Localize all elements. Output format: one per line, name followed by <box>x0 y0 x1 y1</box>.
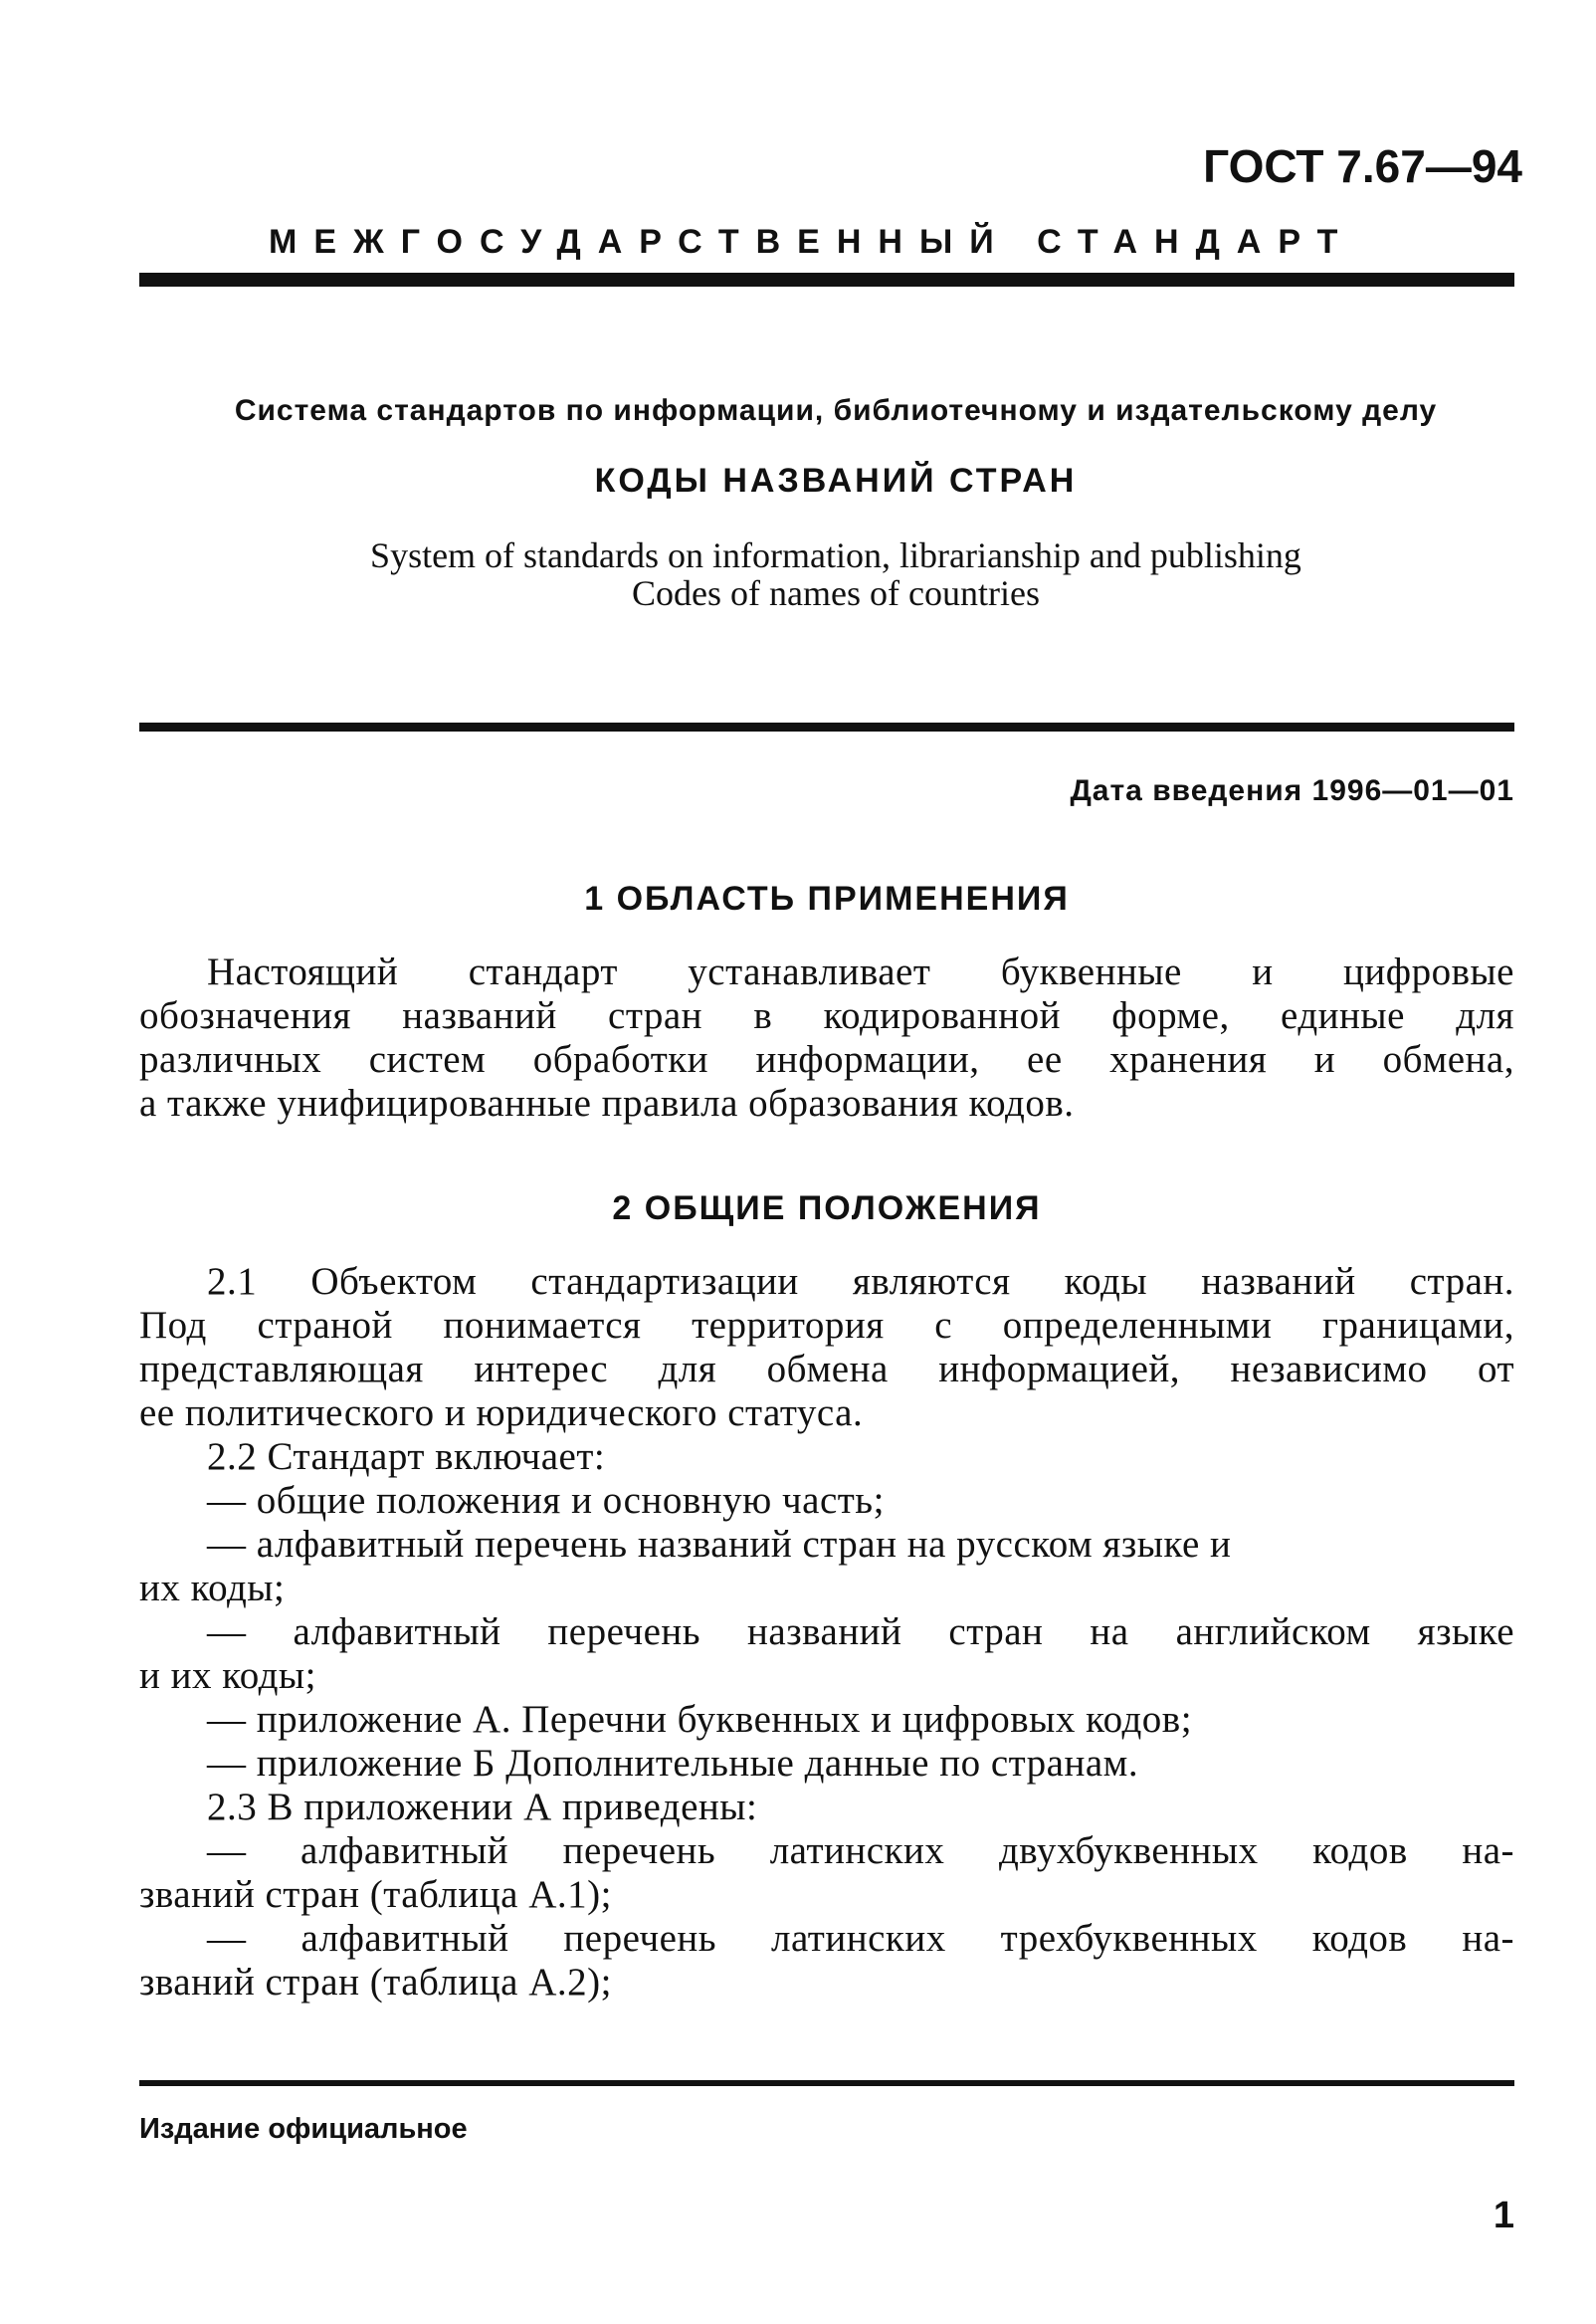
paragraph-line: а также унифицированные правила образования кодов. <box>139 1082 1075 1125</box>
top-rule-thick <box>139 273 1514 287</box>
list-item-continuation: и их коды; <box>139 1654 316 1697</box>
page-number: 1 <box>1493 2195 1514 2236</box>
paragraph-line: обозначения названий стран в кодированной форме, единые для <box>139 994 1514 1037</box>
english-title-line-2: Codes of names of countries <box>632 573 1040 613</box>
paragraph-line: ее политического и юридического статуса. <box>139 1391 864 1434</box>
paragraph-line: Настоящий стандарт устанавливает буквенные и цифровые <box>207 951 1514 993</box>
english-title-line-1: System of standards on information, librarianship and publishing <box>370 535 1301 575</box>
paragraph-line: 2.2 Стандарт включает: <box>207 1435 606 1478</box>
list-item: — алфавитный перечень латинских трехбуквенных кодов на- <box>207 1917 1514 1960</box>
list-item: — общие положения и основную часть; <box>207 1479 885 1522</box>
list-item: — приложение А. Перечни буквенных и цифровых кодов; <box>207 1698 1193 1741</box>
paragraph-line: различных систем обработки информации, ее хранения и обмена, <box>139 1038 1514 1081</box>
list-item-continuation: званий стран (таблица А.1); <box>139 1873 612 1916</box>
document-number: ГОСТ 7.67—94 <box>1203 140 1522 192</box>
paragraph-line: представляющая интерес для обмена информацией, независимо от <box>139 1348 1514 1390</box>
title-rule <box>139 723 1514 732</box>
system-title: Система стандартов по информации, библиотечному и издательскому делу <box>234 394 1438 427</box>
interstate-standard-label: МЕЖГОСУДАРСТВЕННЫЙ СТАНДАРТ <box>269 223 1355 261</box>
edition-label: Издание официальное <box>139 2113 468 2145</box>
codes-title: КОДЫ НАЗВАНИЙ СТРАН <box>594 462 1078 500</box>
list-item: — алфавитный перечень латинских двухбуквенных кодов на- <box>207 1829 1514 1872</box>
section-1-heading: 1 ОБЛАСТЬ ПРИМЕНЕНИЯ <box>584 880 1070 918</box>
introduction-date: Дата введения 1996—01—01 <box>1070 774 1514 807</box>
paragraph-line: Под страной понимается территория с определенными границами, <box>139 1304 1514 1347</box>
list-item: — алфавитный перечень названий стран на русском языке и <box>207 1523 1232 1566</box>
list-item: — алфавитный перечень названий стран на английском языке <box>207 1610 1514 1653</box>
list-item: — приложение Б Дополнительные данные по странам. <box>207 1742 1139 1785</box>
list-item-continuation: званий стран (таблица А.2); <box>139 1961 612 2004</box>
paragraph-line: 2.1 Объектом стандартизации являются коды названий стран. <box>207 1260 1514 1303</box>
paragraph-line: 2.3 В приложении А приведены: <box>207 1786 758 1828</box>
footer-rule <box>139 2080 1514 2086</box>
list-item-continuation: их коды; <box>139 1567 286 1609</box>
section-2-heading: 2 ОБЩИЕ ПОЛОЖЕНИЯ <box>612 1189 1042 1227</box>
